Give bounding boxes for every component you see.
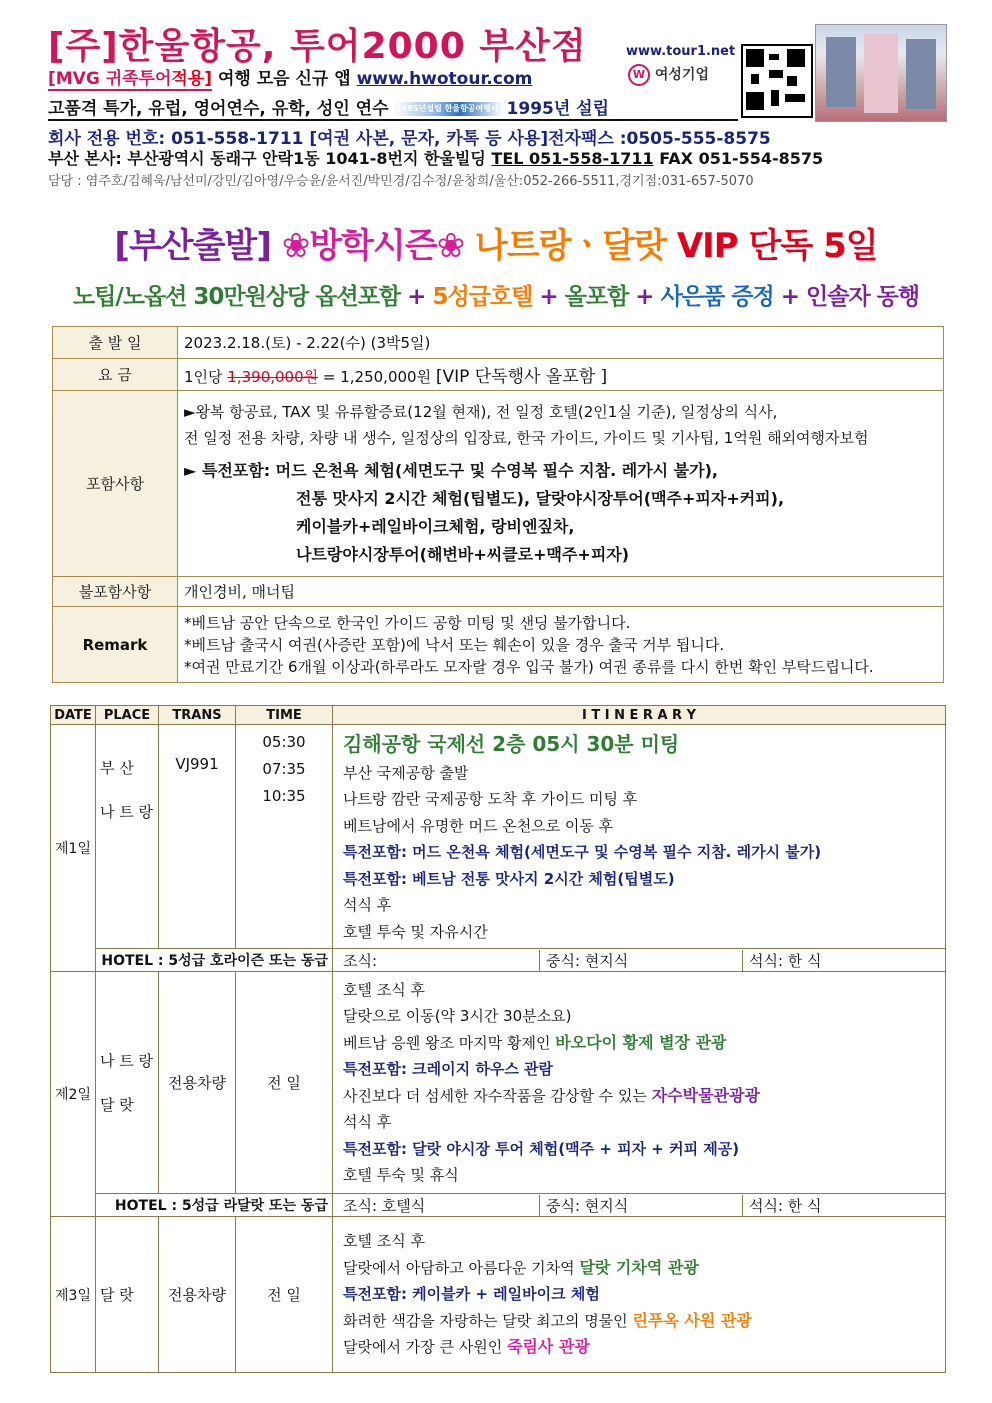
col-itinerary: I T I N E R A R Y — [333, 706, 946, 725]
remark-value: *베트남 공안 단속으로 한국인 가이드 공항 미팅 및 샌딩 불가합니다. *베트남 출국시 여권(사증란 포함)에 낙서 또는 훼손이 있을 경우 출국 거부 됩니다. *여권 만료기간 6개월 이상과(하루라도 모자랄 경우 입국 불가) 여권 종류를 다시 한번 확인 부탁드립니다. — [178, 607, 944, 683]
day2-time: 전 일 — [236, 972, 333, 1194]
price-label: 요 금 — [53, 359, 178, 391]
day1-date: 제1일 — [51, 725, 96, 972]
col-place: PLACE — [96, 706, 159, 725]
day2-place: 나 트 랑 달 랏 — [96, 972, 159, 1194]
app-text: 여행 모음 신규 앱 — [212, 69, 357, 89]
new-price: = 1,250,000원 — [318, 368, 436, 386]
web-url-link[interactable]: www.tour1.net — [626, 44, 736, 59]
departure-label: 출 발 일 — [53, 327, 178, 359]
company-name: [주]한울항공, 투어2000 부산점 — [48, 26, 587, 67]
women-business-logo-icon: W — [628, 64, 650, 86]
qr-code-icon[interactable] — [741, 44, 813, 118]
day1-itinerary: 김해공항 국제선 2층 05시 30분 미팅 부산 국제공항 출발 나트랑 깜란 국제공항 도착 후 가이드 미팅 후 베트남에서 유명한 머드 온천으로 이동 후 특전포함: 머드 온천욕 체험(세면도구 및 수영복 필수 지참. 레가시 불가) 특전포함: 베트남 전통 맛사지 2시간 체험(팁별도) 석식 후 호텔 투숙 및 자유시간 — [333, 725, 946, 949]
old-price: 1,390,000원 — [227, 368, 319, 386]
day3-itinerary: 호텔 조식 후 달랏에서 아담하고 아름다운 기차역 달랏 기차역 관광 특전포함: 케이블카 + 레일바이크 체험 화려한 색감을 자랑하는 달랏 최고의 명물인 린푸옥 사원 관광 달랏에서 가장 큰 사원인 죽림사 관광 — [333, 1217, 946, 1373]
women-business-badge: W 여성기업 — [628, 64, 709, 86]
day1-meals: 조식: 중식: 현지식 석식: 한 식 — [333, 949, 946, 972]
company-emblem-icon: 1995년설립 한울항공여행사 — [393, 102, 503, 116]
exclusions-label: 불포함사항 — [53, 577, 178, 607]
premium-line: 고품격 특가, 유럽, 영어연수, 유학, 성인 연수 1995년설립 한울항공여행사 1995년 설립 — [48, 94, 738, 121]
building-photo — [815, 24, 947, 122]
price-note: [VIP 단독행사 올포함 ] — [435, 367, 608, 387]
col-trans: TRANS — [159, 706, 236, 725]
inclusions-value: ►왕복 항공료, TAX 및 유류할증료(12월 현재), 전 일정 호텔(2인1실 기준), 일정상의 식사, 전 일정 전용 차량, 차량 내 생수, 일정상의 입장료, 한국 가이드, 가이드 및 기사팁, 1억원 해외여행자보험 ► 특전포함: 머드 온천욕 체험(세면도구 및 수영복 필수 지참. 레가시 불가), 전통 맛사지 2시간 체험(팁별도), 달랏야시장투어(맥주+피자+커피), 케이블카+레일바이크체험, 랑비엔짚차, 나트랑야시장투어(해변바+씨클로+맥주+피자) — [178, 391, 944, 577]
departure-value: 2023.2.18.(토) - 2.22(수) (3박5일) — [178, 327, 944, 359]
day1-time: 05:30 07:35 10:35 — [236, 725, 333, 949]
mvg-line — [48, 64, 532, 89]
address-line: 부산 본사: 부산광역시 동래구 안락1동 1041-8번지 한울빌딩 TEL 051-558-1711 FAX 051-554-8575 — [48, 149, 824, 168]
day2-itinerary: 호텔 조식 후 달랏으로 이동(약 3시간 30분소요) 베트남 응웬 왕조 마지막 황제인 바오다이 황제 별장 관광 특전포함: 크레이지 하우스 관람 사진보다 더 섬세한 자수작품을 감상할 수 있는 자수박물관광광 석식 후 특전포함: 달랏 야시장 투어 체험(맥주 + 피자 + 커피 제공) 호텔 투숙 및 휴식 — [333, 972, 946, 1194]
day3-place: 달 랏 — [96, 1217, 159, 1373]
col-date: DATE — [51, 706, 96, 725]
price-value: 1인당 1,390,000원 = 1,250,000원 [VIP 단독행사 올포함 ] — [178, 359, 944, 391]
day1-hotel: HOTEL : 5성급 호라이즌 또는 동급 — [96, 949, 333, 972]
day3-date: 제3일 — [51, 1217, 96, 1373]
day1-place: 부 산 나 트 랑 — [96, 725, 159, 949]
col-time: TIME — [236, 706, 333, 725]
day1-trans: VJ991 — [159, 725, 236, 949]
staff-line: 담당 : 염주호/김혜욱/남선미/강민/김아영/우승윤/윤서진/박민경/김수정/윤창희/울산:052-266-5511,경기점:031-657-5070 — [48, 174, 754, 189]
company-phone-line: 회사 전용 번호: 051-558-1711 [여권 사본, 문자, 카톡 등 사용]전자팩스 :0505-555-8575 — [48, 129, 771, 149]
day3-time: 전 일 — [236, 1217, 333, 1373]
tour-title: [부산출발] ❀방학시즌❀ 나트랑ㆍ달랏 VIP 단독 5일 — [114, 226, 878, 266]
day2-trans: 전용차량 — [159, 972, 236, 1194]
tour-subtitle: 노팁/노옵션 30만원상당 옵션포함 + 5성급호텔 + 올포함 + 사은품 증정 + 인솔자 동행 — [72, 284, 920, 310]
itinerary-table — [50, 705, 946, 1373]
app-url-link[interactable]: www.hwotour.com — [356, 69, 533, 89]
remark-label: Remark — [53, 607, 178, 683]
mvg-tag: [MVG 귀족투어적용] — [48, 69, 213, 89]
inclusions-label: 포함사항 — [53, 391, 178, 577]
tour-info-table — [52, 326, 944, 683]
day2-date: 제2일 — [51, 972, 96, 1217]
day2-hotel: HOTEL : 5성급 라달랏 또는 동급 — [96, 1194, 333, 1217]
exclusions-value: 개인경비, 매너팁 — [178, 577, 944, 607]
day3-trans: 전용차량 — [159, 1217, 236, 1373]
day2-meals: 조식: 호텔식 중식: 현지식 석식: 한 식 — [333, 1194, 946, 1217]
